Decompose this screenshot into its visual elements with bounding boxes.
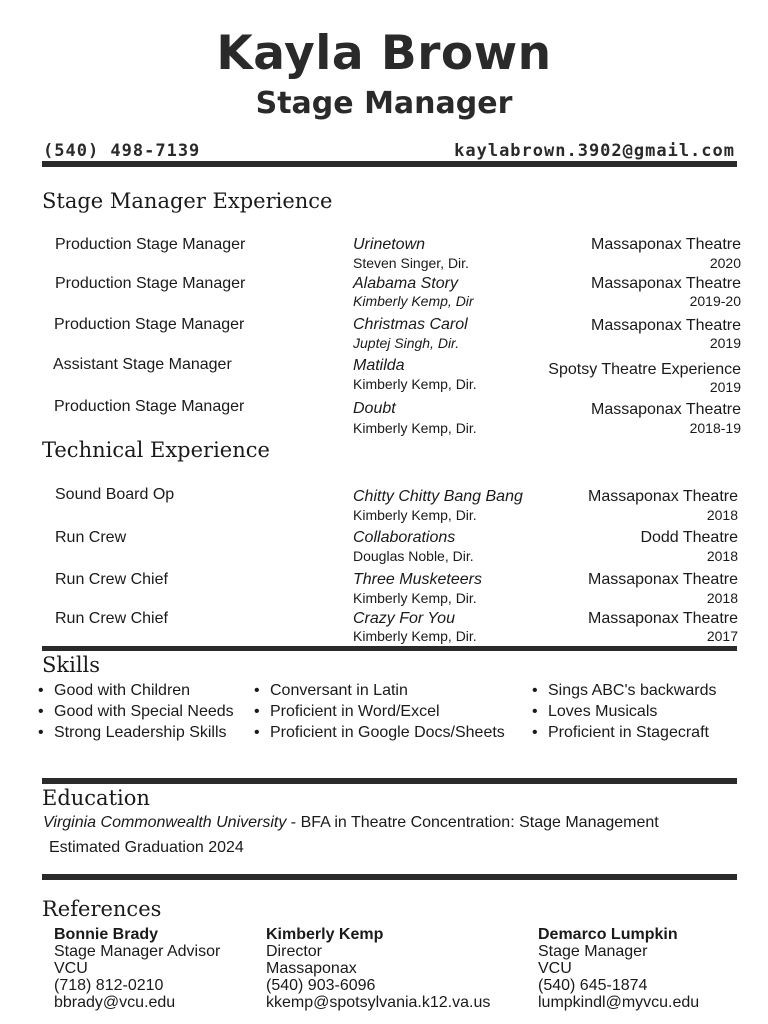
entry-role: Production Stage Manager: [54, 398, 245, 415]
reference-phone: (540) 903-6096: [266, 977, 376, 994]
reference-phone: (718) 812-0210: [54, 977, 164, 994]
entry-year: 2019: [709, 379, 741, 395]
skill-item: • Proficient in Google Docs/Sheets: [270, 724, 505, 742]
entry-show: Urinetown: [353, 236, 426, 253]
reference-org: VCU: [538, 960, 572, 977]
entry-venue: Massaponax Theatre: [590, 401, 741, 418]
entry-role: Production Stage Manager: [55, 236, 246, 253]
entry-director: Kimberly Kemp, Dir.: [353, 376, 477, 392]
school-name: Virginia Commonwealth University: [43, 814, 287, 831]
entry-show: Matilda: [353, 357, 405, 374]
skill-item: • Proficient in Stagecraft: [548, 724, 709, 742]
stage-experience-heading: Stage Manager Experience: [42, 189, 333, 213]
entry-director: Juptej Singh, Dir.: [353, 335, 460, 351]
references-divider: [42, 874, 737, 880]
education-line: [43, 814, 659, 832]
entry-show: Collaborations: [353, 529, 456, 546]
phone-number: (540) 498-7139: [43, 141, 201, 161]
entry-venue: Massaponax Theatre: [590, 236, 741, 253]
entry-venue: Massaponax Theatre: [590, 317, 741, 334]
graduation-date: Estimated Graduation 2024: [49, 839, 244, 856]
skill-item: • Good with Children: [54, 682, 190, 700]
reference-phone: (540) 645-1874: [538, 977, 648, 994]
skill-item: • Good with Special Needs: [54, 703, 234, 721]
entry-show: Three Musketeers: [353, 571, 482, 588]
entry-year: 2019: [709, 335, 741, 351]
reference-name: Demarco Lumpkin: [538, 926, 678, 943]
entry-year: 2018: [706, 590, 738, 606]
entry-director: Kimberly Kemp, Dir.: [353, 628, 477, 644]
skill-item: • Conversant in Latin: [270, 682, 408, 700]
skills-heading: Skills: [42, 653, 101, 677]
entry-director: Kimberly Kemp, Dir: [353, 293, 474, 309]
entry-year: 2019-20: [689, 293, 741, 309]
entry-show: Chitty Chitty Bang Bang: [353, 488, 523, 505]
entry-director: Douglas Noble, Dir.: [353, 548, 474, 564]
skill-item: • Loves Musicals: [548, 703, 657, 721]
technical-experience-heading: Technical Experience: [42, 438, 270, 462]
entry-show: Doubt: [353, 400, 396, 417]
entry-year: 2018-19: [689, 420, 741, 436]
entry-venue: Massaponax Theatre: [590, 275, 741, 292]
entry-venue: Massaponax Theatre: [587, 610, 738, 627]
entry-venue: Massaponax Theatre: [587, 571, 738, 588]
header-divider: [42, 161, 737, 167]
reference-title: Stage Manager Advisor: [54, 943, 221, 960]
entry-year: 2018: [706, 548, 738, 564]
reference-email: bbrady@vcu.edu: [54, 994, 176, 1011]
entry-show: Christmas Carol: [353, 316, 468, 333]
entry-show: Alabama Story: [353, 275, 458, 292]
email-address: kaylabrown.3902@gmail.com: [454, 141, 735, 161]
entry-year: 2020: [709, 255, 741, 271]
degree: - BFA in Theatre Concentration: Stage Management: [286, 814, 659, 831]
entry-year: 2017: [706, 628, 738, 644]
resume-title: Stage Manager: [255, 86, 513, 121]
references-heading: References: [42, 897, 162, 921]
reference-name: Kimberly Kemp: [266, 926, 384, 943]
skill-item: • Sings ABC's backwards: [548, 682, 716, 700]
reference-email: kkemp@spotsylvania.k12.va.us: [266, 994, 491, 1011]
entry-director: Kimberly Kemp, Dir.: [353, 507, 477, 523]
entry-role: Production Stage Manager: [55, 275, 246, 292]
entry-role: Sound Board Op: [55, 486, 175, 503]
reference-email: lumpkindl@myvcu.edu: [538, 994, 700, 1011]
entry-director: Steven Singer, Dir.: [353, 255, 469, 271]
skills-divider: [42, 646, 737, 651]
entry-director: Kimberly Kemp, Dir.: [353, 420, 477, 436]
entry-venue: Massaponax Theatre: [587, 488, 738, 505]
resume-name: Kayla Brown: [216, 26, 552, 81]
entry-year: 2018: [706, 507, 738, 523]
entry-director: Kimberly Kemp, Dir.: [353, 590, 477, 606]
skill-item: • Strong Leadership Skills: [54, 724, 227, 742]
reference-org: VCU: [54, 960, 88, 977]
reference-name: Bonnie Brady: [54, 926, 159, 943]
entry-role: Production Stage Manager: [54, 316, 245, 333]
entry-role: Assistant Stage Manager: [53, 356, 232, 373]
entry-venue: Spotsy Theatre Experience: [548, 361, 741, 378]
reference-title: Stage Manager: [538, 943, 648, 960]
reference-title: Director: [266, 943, 323, 960]
entry-show: Crazy For You: [353, 610, 455, 627]
entry-role: Run Crew Chief: [55, 610, 168, 627]
education-divider: [42, 778, 737, 784]
skill-item: • Proficient in Word/Excel: [270, 703, 440, 721]
entry-venue: Dodd Theatre: [640, 529, 738, 546]
entry-role: Run Crew: [55, 529, 127, 546]
education-heading: Education: [42, 786, 150, 810]
entry-role: Run Crew Chief: [55, 571, 168, 588]
reference-org: Massaponax: [266, 960, 357, 977]
